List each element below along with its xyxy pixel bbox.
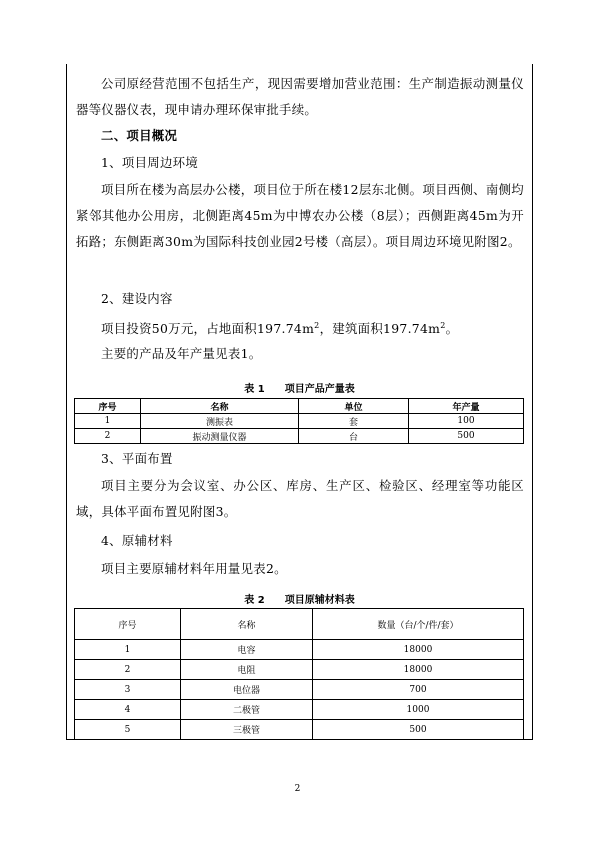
paragraph-intro: 公司原经营范围不包括生产，现因需要增加营业范围：生产制造振动测量仪器等仪器仪表，现申请办理环保审批手续。	[76, 76, 524, 117]
table-cell: 100	[409, 414, 524, 429]
table-row	[75, 414, 524, 429]
table-cell: 500	[409, 429, 524, 444]
table-header-row	[75, 609, 524, 640]
table-cell: 2	[75, 429, 141, 444]
table-cell: 1	[75, 640, 181, 660]
table-cell: 2	[75, 660, 181, 680]
table-cell: 500	[313, 720, 524, 740]
table-cell: 18000	[313, 660, 524, 680]
table-row	[75, 700, 524, 720]
table-cell: 3	[75, 680, 181, 700]
table-cell: 700	[313, 680, 524, 700]
heading-project-overview: 二、项目概况	[101, 128, 178, 143]
table-cell: 1000	[313, 700, 524, 720]
paragraph-materials: 项目主要原辅材料年用量见表2。	[101, 561, 287, 576]
table-header-cell: 名称	[181, 609, 313, 640]
paragraph-surroundings: 项目所在楼为高层办公楼，项目位于所在楼12层东北侧。项目西侧、南侧均紧邻其他办公用房，北侧距离45m为中博农办公楼（8层）；西侧距离45m为开拓路；东侧距离30m为国际科技创业园2号楼（高层）。项目周边环境见附图2。	[76, 182, 524, 249]
superscript-2: 2	[314, 321, 320, 330]
raw-materials-table	[74, 608, 524, 740]
table-cell: 三极管	[181, 720, 313, 740]
table1-caption	[66, 380, 533, 395]
heading-materials: 4、原辅材料	[101, 533, 173, 548]
product-output-table	[74, 398, 524, 444]
table-header-cell: 序号	[75, 609, 181, 640]
table-row	[75, 720, 524, 740]
investment-text-3: 。	[445, 321, 459, 337]
table2-caption-number: 表 2	[244, 595, 265, 606]
table-header-cell: 数量（台/个/件/套）	[313, 609, 524, 640]
table-header-cell: 序号	[75, 399, 141, 414]
table-header-cell: 单位	[299, 399, 409, 414]
paragraph-layout: 项目主要分为会议室、办公区、库房、生产区、检验区、经理室等功能区域，具体平面布置见附图3。	[76, 478, 524, 519]
table-cell: 电容	[181, 640, 313, 660]
heading-construction: 2、建设内容	[101, 291, 173, 306]
table1-caption-title: 项目产品产量表	[284, 384, 355, 395]
paragraph-investment	[76, 313, 524, 342]
table-cell: 振动测量仪器	[141, 429, 299, 444]
table-cell: 5	[75, 720, 181, 740]
table-row	[75, 429, 524, 444]
table-cell: 二极管	[181, 700, 313, 720]
table-cell: 18000	[313, 640, 524, 660]
table-cell: 套	[299, 414, 409, 429]
heading-layout: 3、平面布置	[101, 451, 173, 466]
table-cell: 台	[299, 429, 409, 444]
table-row	[75, 660, 524, 680]
table-cell: 1	[75, 414, 141, 429]
investment-text-1: 项目投资50万元，占地面积197.74m	[101, 321, 315, 337]
table-cell: 4	[75, 700, 181, 720]
table-cell: 电阻	[181, 660, 313, 680]
table-header-cell: 年产量	[409, 399, 524, 414]
table-row	[75, 640, 524, 660]
investment-text-2: ，建筑面积197.74m	[319, 321, 441, 337]
paragraph-products: 主要的产品及年产量见表1。	[101, 346, 262, 361]
table-cell: 测振表	[141, 414, 299, 429]
page-number: 2	[294, 784, 301, 794]
table-header-row	[75, 399, 524, 414]
table-header-cell: 名称	[141, 399, 299, 414]
table-cell: 电位器	[181, 680, 313, 700]
table2-caption	[66, 591, 533, 606]
table-row	[75, 680, 524, 700]
table1-caption-number: 表 1	[244, 384, 265, 395]
superscript-2: 2	[440, 321, 446, 330]
heading-surroundings: 1、项目周边环境	[101, 155, 199, 170]
table2-caption-title: 项目原辅材料表	[284, 595, 355, 606]
